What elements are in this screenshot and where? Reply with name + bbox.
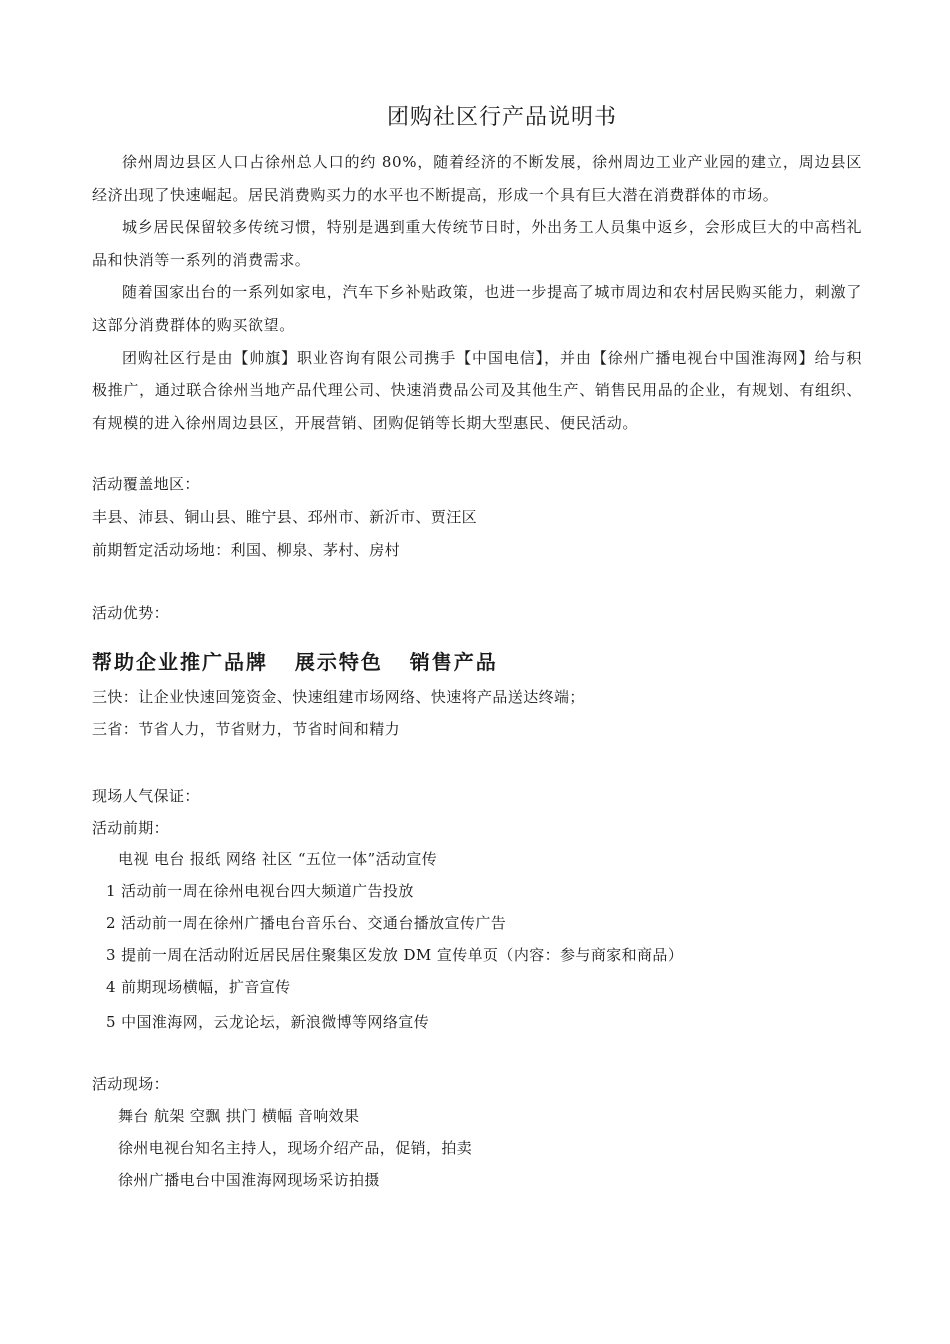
list-item: 5 中国淮海网，云龙论坛，新浪微博等网络宣传 <box>106 1013 430 1031</box>
list-item: 1 活动前一周在徐州电视台四大频道广告投放 <box>106 882 414 900</box>
coverage-areas: 丰县、沛县、铜山县、睢宁县、邳州市、新沂市、贾汪区 <box>92 508 478 526</box>
pre-activity-heading: 活动前期： <box>92 819 170 837</box>
intro-paragraph: 团购社区行是由【帅旗】职业咨询有限公司携手【中国电信】，并由【徐州广播电视台中国淮海网】给与积极推广，通过联合徐州当地产品代理公司、快速消费品公司及其他生产、销售民用品的企业，有规划、有组织、有规模的进入徐州周边县区，开展营销、团购促销等长期大型惠民、便民活动。 <box>92 348 862 432</box>
intro-paragraph: 城乡居民保留较多传统习惯，特别是遇到重大传统节日时，外出务工人员集中返乡，会形成巨大的中高档礼品和快消等一系列的消费需求。 <box>92 218 862 269</box>
media-line: 电视 电台 报纸 网络 社区 “五位一体”活动宣传 <box>118 850 438 868</box>
advantage-save: 三省：节省人力，节省财力，节省时间和精力 <box>92 720 401 738</box>
intro-paragraph: 徐州周边县区人口占徐州总人口的约 80%，随着经济的不断发展，徐州周边工业产业园的建立，周边县区经济出现了快速崛起。居民消费购买力的水平也不断提高，形成一个具有巨大潜在消费群体的市场。 <box>92 153 862 204</box>
document-title: 团购社区行产品说明书 <box>386 105 617 130</box>
intro-section <box>92 146 862 439</box>
popularity-heading: 现场人气保证： <box>92 787 200 805</box>
coverage-venues: 前期暂定活动场地：利国、柳泉、茅村、房村 <box>92 541 401 559</box>
coverage-heading: 活动覆盖地区： <box>92 475 200 493</box>
list-item: 3 提前一周在活动附近居民居住聚集区发放 DM 宣传单页（内容：参与商家和商品） <box>106 946 684 964</box>
list-item: 2 活动前一周在徐州广播电台音乐台、交通台播放宣传广告 <box>106 914 507 932</box>
intro-paragraph: 随着国家出台的一系列如家电，汽车下乡补贴政策，也进一步提高了城市周边和农村居民购买能力，刺激了这部分消费群体的购买欲望。 <box>92 283 862 334</box>
advantage-heading: 活动优势： <box>92 604 170 622</box>
advantage-fast: 三快：让企业快速回笼资金、快速组建市场网络、快速将产品送达终端； <box>92 688 585 706</box>
list-item: 4 前期现场横幅，扩音宣传 <box>106 978 291 996</box>
list-item: 舞台 航架 空飘 拱门 横幅 音响效果 <box>118 1107 360 1125</box>
advantage-slogan: 帮助企业推广品牌 展示特色 销售产品 <box>92 650 498 674</box>
onsite-heading: 活动现场： <box>92 1075 170 1093</box>
list-item: 徐州广播电台中国淮海网现场采访拍摄 <box>118 1171 380 1189</box>
list-item: 徐州电视台知名主持人，现场介绍产品，促销，拍卖 <box>118 1139 473 1157</box>
